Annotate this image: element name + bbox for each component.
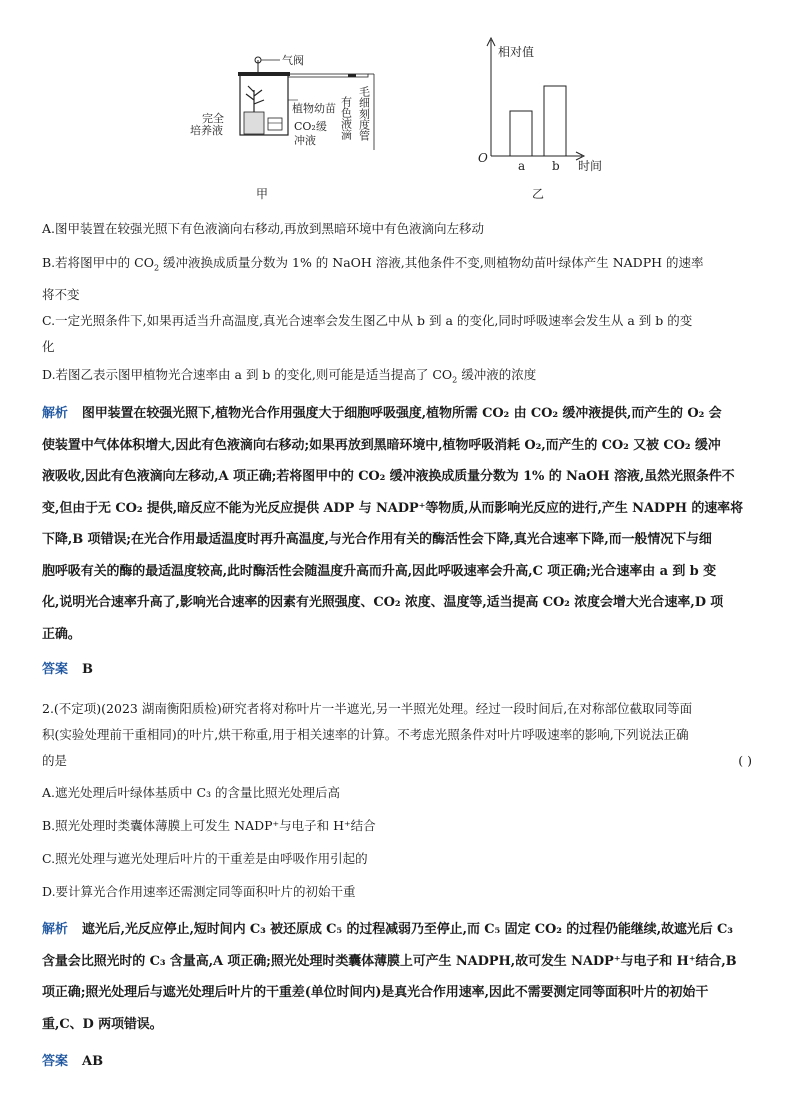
bar-marks [510, 86, 566, 173]
q1-analysis [42, 398, 752, 650]
q1-analysis-line-0: 图甲装置在较强光照下,植物光合作用强度大于细胞呼吸强度,植物所需 CO₂ 由 CO₂ 缓冲液提供,而产生的 O₂ 会 [81, 406, 722, 421]
q2-analysis-line-1: 含量会比照光时的 C₃ 含量高,A 项正确;照光处理时类囊体薄膜上可产生 NADPH,故可发生 NADP⁺与电子和 H⁺结合,B [42, 953, 737, 969]
buffer-label-1: CO₂缓 [294, 120, 327, 133]
origin-label: O [478, 151, 488, 165]
culture-pot [244, 112, 264, 134]
answer-paren: ( ) [738, 753, 752, 768]
q2-answer [42, 1050, 103, 1069]
q1-analysis-tag: 解析 [42, 406, 68, 421]
q2-answer-value: AB [82, 1054, 104, 1069]
q1-option-b-part1: B.若将图甲中的 CO [42, 255, 154, 270]
figure-block [180, 30, 620, 210]
seedling-label: 植物幼苗 [292, 102, 336, 115]
culture-label-2: 培养液 [190, 124, 223, 137]
q1-analysis-line-6: 化,说明光合速率升高了,影响光合速率的因素有光照强度、CO₂ 浓度、温度等,适当提高 CO₂ 浓度会增大光合速率,D 项 [42, 595, 724, 610]
x-axis-label: 时间 [578, 159, 603, 173]
bar-chart [478, 38, 602, 201]
buffer-beaker [268, 118, 282, 130]
q1-option-b-part3: 将不变 [42, 286, 80, 302]
q2-stem-line-2: 积(实验处理前干重相同)的叶片,烘干称重,用于相关速率的计算。不考虑光照条件对叶片呼吸速率的影响,下列说法正确 [42, 727, 689, 742]
drop-label: 有色液滴 [339, 96, 353, 140]
q2-answer-tag: 答案 [42, 1054, 69, 1069]
buffer-label-2: 冲液 [294, 134, 316, 147]
seedling-icon [246, 86, 264, 112]
q2-stem [42, 696, 752, 774]
q1-option-c-part1: C.一定光照条件下,如果再适当升高温度,真光合速率会发生图乙中从 b 到 a 的变化,同时呼吸速率会发生从 a 到 b 的变 [42, 313, 693, 328]
y-axis-label: 相对值 [498, 45, 535, 59]
q2-option-a: A.遮光处理后叶绿体基质中 C₃ 的含量比照光处理后高 [42, 785, 341, 800]
q2-option-b: B.照光处理时类囊体薄膜上可发生 NADP⁺与电子和 H⁺结合 [42, 818, 376, 833]
q2-analysis [42, 914, 752, 1040]
q1-analysis-line-5: 胞呼吸有关的酶的最适温度较高,此时酶活性会随温度升高而升高,因此呼吸速率会升高,C 项正确;光合速率由 a 到 b 变 [42, 563, 716, 579]
q1-answer-value: B [82, 662, 94, 677]
culture-label-1: 完全 [202, 112, 224, 125]
q2-stem-line-1: 2.(不定项)(2023 湖南衡阳质检)研究者将对称叶片一半遮光,另一半照光处理。经过一段时间后,在对称部位截取同等面 [42, 701, 693, 716]
jar-lid [238, 72, 290, 76]
figure-svg [180, 30, 620, 210]
q2-option-d: D.要计算光合作用速率还需测定同等面积叶片的初始干重 [42, 884, 356, 899]
q1-option-d-part2: 缓冲液的浓度 [457, 367, 537, 382]
apparatus-caption: 甲 [256, 187, 269, 201]
q2-stem-line-3: 的是 [42, 753, 68, 768]
q1-analysis-line-1: 使装置中气体体积增大,因此有色液滴向右移动;如果再放到黑暗环境中,植物呼吸消耗 O₂,而产生的 CO₂ 又被 CO₂ 缓冲 [42, 437, 721, 453]
q1-option-a: A.图甲装置在较强光照下有色液滴向右移动,再放到黑暗环境中有色液滴向左移动 [42, 221, 484, 236]
q1-option-c [42, 308, 752, 360]
q1-answer-tag: 答案 [42, 662, 69, 677]
q2-analysis-tag: 解析 [42, 922, 68, 937]
colored-drop [348, 74, 356, 77]
chart-caption: 乙 [532, 187, 545, 201]
q1-analysis-line-4: 下降,B 项错误;在光合作用最适温度时再升高温度,与光合作用有关的酶活性会下降,真光合速率下降,而一般情况下与细 [42, 532, 712, 547]
q1-option-b: B.若将图甲中的 $CO_2$ 缓冲液换成质量分数为 1% 的 NaOH 溶液,其他条件不变,则植物幼苗叶绿体产生 NADPH 的速率 将不变 [42, 255, 704, 302]
valve-label: 气阀 [282, 54, 304, 67]
bar-b [544, 86, 566, 156]
q2-analysis-line-2: 项正确;照光处理后与遮光处理后叶片的干重差(单位时间内)是真光合作用速率,因此不需要测定同等面积叶片的初始干 [42, 985, 709, 1000]
q2-option-c: C.照光处理与遮光处理后叶片的干重差是由呼吸作用引起的 [42, 851, 368, 866]
q1-analysis-line-3: 变,但由于无 CO₂ 提供,暗反应不能为光反应提供 ADP 与 NADP⁺等物质,从而影响光反应的进行,产生 NADPH 的速率将 [42, 500, 743, 516]
tick-label-a: a [518, 159, 526, 173]
tube-label: 毛细刻度管 [357, 86, 371, 141]
q1-analysis-line-7: 正确。 [42, 626, 81, 642]
apparatus-diagram [190, 53, 374, 201]
q1-option-c-part2: 化 [42, 339, 55, 354]
q2-analysis-line-0: 遮光后,光反应停止,短时间内 C₃ 被还原成 C₅ 的过程减弱乃至停止,而 C₅ 固定 CO₂ 的过程仍能继续,故遮光后 C₃ [81, 922, 733, 937]
q1-option-d-part1: D.若图乙表示图甲植物光合速率由 a 到 b 的变化,则可能是适当提高了 CO [42, 367, 453, 382]
bar-a [510, 111, 532, 156]
q1-option-d: D.若图乙表示图甲植物光合速率由 a 到 b 的变化,则可能是适当提高了 $CO_2$ 缓冲液的浓度 [42, 367, 537, 385]
tick-label-b: b [552, 159, 560, 173]
q1-analysis-line-2: 液吸收,因此有色液滴向左移动,A 项正确;若将图甲中的 CO₂ 缓冲液换成质量分数为 1% 的 NaOH 溶液,虽然光照条件不 [42, 469, 735, 484]
q1-option-b-part2: 缓冲液换成质量分数为 1% 的 NaOH 溶液,其他条件不变,则植物幼苗叶绿体产生 NADPH 的速率 [159, 255, 704, 270]
q1-answer [42, 658, 93, 677]
q2-analysis-line-3: 重,C、D 两项错误。 [42, 1016, 163, 1032]
